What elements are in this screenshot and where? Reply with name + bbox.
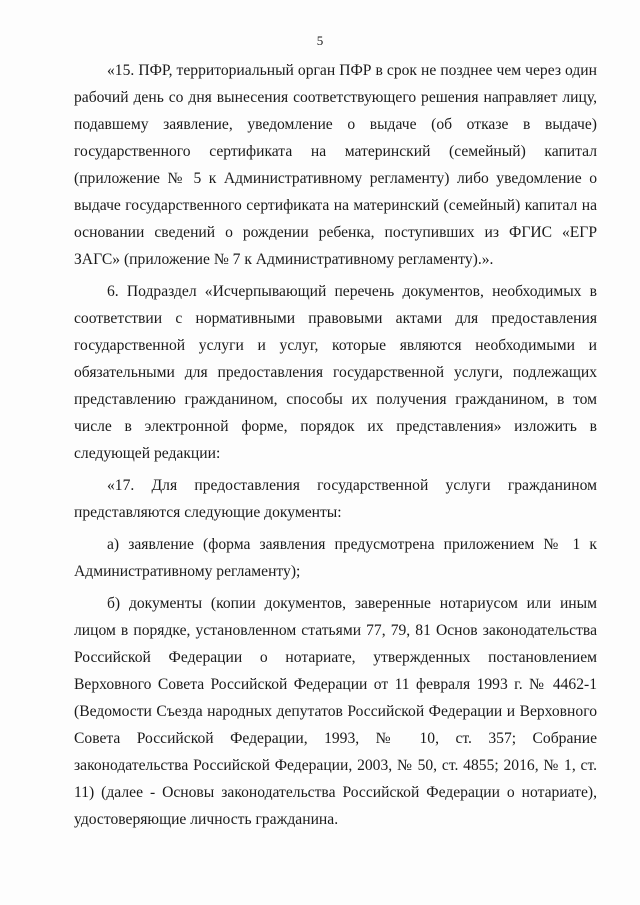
paragraph-17: «17. Для предоставления государственной услуги гражданином представляются следующие документы: [74,477,597,521]
page-number: 5 [316,33,324,48]
paragraph-17-b: б) документы (копии документов, заверенные нотариусом или иным лицом в порядке, установленном статьями 77, 79, 81 Основ законодательства Российской Федерации о нотариате, утвержденных постановлением Верховного Совета Российской Федерации от 11 февраля 1993 г. № 4462-1 (Ведомости Съезда народных депутатов Российской Федерации и Верховного Совета Российской Федерации, 1993, № 10, ст. 357; Собрание законодательства Российской Федерации, 2003, № 50, ст. 4855; 2016, № 1, ст. 11) (далее - Основы законодательства Российской Федерации о нотариате), удостоверяющие личность гражданина. [74,595,597,828]
paragraph-17-a: а) заявление (форма заявления предусмотрена приложением № 1 к Административному регламенту); [74,536,597,580]
document-body [74,57,597,833]
paragraph-15: «15. ПФР, территориальный орган ПФР в срок не позднее чем через один рабочий день со дня вынесения соответствующего решения направляет лицу, подавшему заявление, уведомление о выдаче (об отказе в выдаче) государственного сертификата на материнский (семейный) капитал (приложение № 5 к Административному регламенту) либо уведомление о выдаче государственного сертификата на материнский (семейный) капитал на основании сведений о рождении ребенка, поступивших из ФГИС «ЕГР ЗАГС» (приложение № 7 к Административному регламенту).». [74,62,597,268]
paragraph-6: 6. Подраздел «Исчерпывающий перечень документов, необходимых в соответствии с нормативными правовыми актами для предоставления государственной услуги и услуг, которые являются необходимыми и обязательными для предоставления государственной услуги, подлежащих представлению гражданином, способы их получения гражданином, в том числе в электронной форме, порядок их представления» изложить в следующей редакции: [74,283,597,462]
